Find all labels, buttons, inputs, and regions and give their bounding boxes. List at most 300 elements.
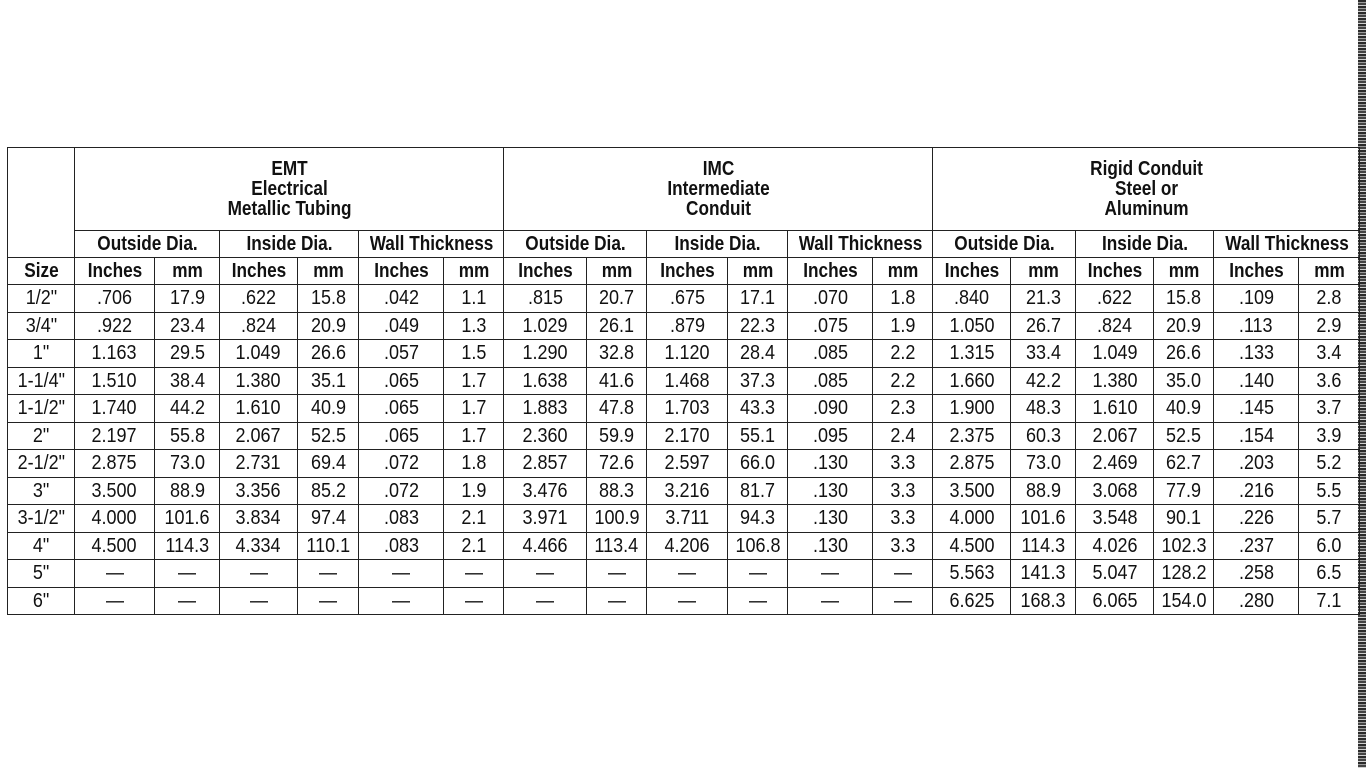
value-cell (1076, 532, 1154, 560)
cell-value: 29.5 (169, 342, 205, 365)
cell-value: 52.5 (310, 424, 346, 447)
cell-value: .065 (383, 369, 419, 392)
value-cell (647, 560, 728, 588)
value-cell (155, 422, 220, 450)
table-row (8, 532, 1360, 560)
cell-value: — (464, 562, 483, 585)
value-cell (504, 367, 587, 395)
unit-header-inches: Inches (509, 258, 580, 285)
value-cell (647, 532, 728, 560)
value-cell (1011, 367, 1076, 395)
cell-value: 2.469 (1092, 452, 1138, 475)
value-cell (587, 312, 647, 340)
cell-value: 5.563 (949, 562, 995, 585)
value-cell (444, 422, 504, 450)
value-cell (1299, 477, 1360, 505)
value-cell (933, 477, 1011, 505)
cell-value: .675 (669, 287, 705, 310)
cell-value: .113 (1239, 314, 1273, 337)
value-cell (1154, 367, 1214, 395)
value-cell (75, 505, 155, 533)
cell-value: 3.7 (1316, 397, 1342, 420)
value-cell (788, 340, 873, 368)
cell-value: .824 (1097, 314, 1133, 337)
group-header-emt (105, 148, 474, 231)
size-value: 2" (32, 424, 50, 447)
measure-header-outside-dia: Outside Dia. (514, 231, 637, 258)
value-cell (155, 450, 220, 478)
value-cell (1214, 450, 1299, 478)
value-cell (1076, 505, 1154, 533)
value-cell (155, 587, 220, 615)
value-cell (298, 285, 359, 313)
size-value: 3/4" (25, 314, 57, 337)
cell-value: 15.8 (310, 287, 346, 310)
value-cell (1299, 285, 1360, 313)
cell-value: 1.9 (461, 479, 487, 502)
cell-value: 5.047 (1092, 562, 1138, 585)
value-cell (1299, 340, 1360, 368)
cell-value: 20.9 (310, 314, 346, 337)
cell-value: 17.1 (740, 287, 776, 310)
cell-value: 1.9 (890, 314, 916, 337)
table-row (8, 367, 1360, 395)
size-cell (8, 505, 75, 533)
cell-value: 2.4 (890, 424, 916, 447)
cell-value: — (607, 589, 626, 612)
value-cell (647, 340, 728, 368)
measure-header-inside-dia: Inside Dia. (656, 231, 777, 258)
value-cell (75, 340, 155, 368)
cell-value: .840 (954, 287, 990, 310)
cell-value: .049 (383, 314, 419, 337)
value-cell (728, 560, 788, 588)
value-cell (1011, 505, 1076, 533)
cell-value: — (748, 562, 767, 585)
unit-header-inches: Inches (80, 258, 149, 285)
cell-value: 3.216 (664, 479, 710, 502)
cell-value: .203 (1238, 452, 1274, 475)
cell-value: — (748, 589, 767, 612)
cell-value: — (821, 562, 840, 585)
value-cell (873, 422, 933, 450)
cell-value: 1.3 (461, 314, 487, 337)
cell-value: .072 (383, 479, 419, 502)
value-cell (1214, 505, 1299, 533)
cell-value: .154 (1238, 424, 1274, 447)
cell-value: 141.3 (1020, 562, 1066, 585)
value-cell (1214, 367, 1299, 395)
value-cell (1214, 560, 1299, 588)
cell-value: 43.3 (740, 397, 776, 420)
value-cell (298, 367, 359, 395)
cell-value: .706 (96, 287, 133, 310)
value-cell (728, 505, 788, 533)
table-row (8, 587, 1360, 615)
value-cell (298, 422, 359, 450)
cell-value: 40.9 (1166, 397, 1202, 420)
value-cell (220, 395, 298, 423)
cell-value: .216 (1238, 479, 1274, 502)
value-cell (298, 587, 359, 615)
cell-value: 21.3 (1025, 287, 1061, 310)
value-cell (504, 312, 587, 340)
cell-value: 5.5 (1316, 479, 1342, 502)
value-cell (1011, 560, 1076, 588)
value-cell (1011, 587, 1076, 615)
cell-value: .145 (1238, 397, 1274, 420)
value-cell (1299, 587, 1360, 615)
size-value: 1-1/2" (17, 397, 65, 420)
cell-value: .057 (383, 342, 419, 365)
cell-value: 4.000 (949, 507, 995, 530)
unit-header-inches: Inches (652, 258, 722, 285)
value-cell (75, 285, 155, 313)
value-cell (933, 312, 1011, 340)
value-cell (220, 450, 298, 478)
cell-value: 100.9 (594, 507, 640, 530)
cell-value: 41.6 (599, 369, 635, 392)
cell-value: — (319, 589, 337, 612)
cell-value: 1.7 (461, 369, 487, 392)
cell-value: 1.380 (1092, 369, 1138, 392)
cell-value: .258 (1238, 562, 1274, 585)
cell-value: 59.9 (599, 424, 635, 447)
value-cell (1076, 395, 1154, 423)
cell-value: — (464, 589, 483, 612)
size-cell (8, 395, 75, 423)
cell-value: 26.1 (599, 314, 635, 337)
group-subtitle: Steel or (1114, 178, 1178, 200)
value-cell (1011, 532, 1076, 560)
cell-value: 4.466 (522, 534, 568, 557)
value-cell (1214, 395, 1299, 423)
value-cell (1076, 340, 1154, 368)
cell-value: .237 (1238, 534, 1274, 557)
value-cell (1299, 532, 1360, 560)
cell-value: 47.8 (599, 397, 635, 420)
value-cell (359, 560, 444, 588)
value-cell (933, 340, 1011, 368)
cell-value: 4.206 (664, 534, 710, 557)
cell-value: 88.3 (599, 479, 635, 502)
cell-value: 1.315 (949, 342, 995, 365)
blank-corner-cell (12, 148, 70, 258)
value-cell (504, 532, 587, 560)
cell-value: .075 (812, 314, 848, 337)
unit-header-inches: Inches (793, 258, 866, 285)
value-cell (873, 450, 933, 478)
value-cell (75, 367, 155, 395)
value-cell (1154, 285, 1214, 313)
cell-value: 102.3 (1161, 534, 1207, 557)
value-cell (1299, 505, 1360, 533)
conduit-dimensions-table (7, 147, 1360, 615)
value-cell (1214, 340, 1299, 368)
value-cell (504, 587, 587, 615)
cell-value: 1.638 (522, 369, 568, 392)
cell-value: 17.9 (169, 287, 205, 310)
value-cell (1214, 312, 1299, 340)
cell-value: 2.597 (664, 452, 710, 475)
cell-value: 114.3 (1021, 534, 1065, 557)
cell-value: .922 (96, 314, 133, 337)
value-cell (1154, 532, 1214, 560)
value-cell (444, 450, 504, 478)
value-cell (1299, 450, 1360, 478)
value-cell (728, 532, 788, 560)
value-cell (1154, 340, 1214, 368)
cell-value: .140 (1238, 369, 1274, 392)
cell-value: .824 (240, 314, 277, 337)
cell-value: 1.290 (522, 342, 568, 365)
table-row (8, 450, 1360, 478)
cell-value: 1.610 (1092, 397, 1138, 420)
value-cell (587, 450, 647, 478)
value-cell (728, 340, 788, 368)
cell-value: 3.356 (235, 479, 282, 502)
cell-value: 5.2 (1316, 452, 1342, 475)
value-cell (647, 505, 728, 533)
cell-value: 1.8 (890, 287, 916, 310)
cell-value: 90.1 (1166, 507, 1202, 530)
table-body (8, 285, 1360, 615)
value-cell (155, 477, 220, 505)
size-header: Size (12, 258, 70, 285)
size-value: 2-1/2" (17, 452, 65, 475)
unit-header-mm: mm (159, 258, 215, 285)
value-cell (587, 285, 647, 313)
value-cell (587, 395, 647, 423)
cell-value: 28.4 (740, 342, 776, 365)
cell-value: 4.026 (1092, 534, 1138, 557)
cell-value: 20.7 (599, 287, 635, 310)
cell-value: 66.0 (740, 452, 776, 475)
cell-value: 62.7 (1166, 452, 1202, 475)
size-cell (8, 422, 75, 450)
value-cell (155, 505, 220, 533)
value-cell (444, 477, 504, 505)
cell-value: — (249, 589, 268, 612)
cell-value: 48.3 (1025, 397, 1061, 420)
cell-value: 6.625 (949, 589, 995, 612)
value-cell (788, 587, 873, 615)
value-cell (647, 450, 728, 478)
value-cell (444, 587, 504, 615)
unit-header-mm: mm (877, 258, 929, 285)
cell-value: .085 (812, 342, 848, 365)
cell-value: 128.2 (1161, 562, 1207, 585)
value-cell (873, 560, 933, 588)
cell-value: 154.0 (1161, 589, 1207, 612)
measure-header-wall-thickness: Wall Thickness (369, 231, 494, 258)
cell-value: 6.065 (1092, 589, 1138, 612)
value-cell (75, 312, 155, 340)
value-cell (933, 532, 1011, 560)
cell-value: .815 (527, 287, 563, 310)
value-cell (504, 285, 587, 313)
cell-value: 3.3 (890, 534, 916, 557)
cell-value: 2.2 (890, 369, 916, 392)
unit-header-mm: mm (1158, 258, 1210, 285)
unit-header-inches: Inches (1220, 258, 1293, 285)
cell-value: 2.8 (1316, 287, 1342, 310)
value-cell (1214, 532, 1299, 560)
cell-value: 1.049 (235, 342, 282, 365)
unit-header-mm: mm (591, 258, 643, 285)
value-cell (1011, 422, 1076, 450)
value-cell (1214, 422, 1299, 450)
value-cell (1011, 477, 1076, 505)
cell-value: 1.380 (235, 369, 282, 392)
cell-value: — (678, 589, 697, 612)
cell-value: — (678, 562, 697, 585)
value-cell (444, 312, 504, 340)
cell-value: — (178, 562, 196, 585)
value-cell (1076, 312, 1154, 340)
value-cell (788, 477, 873, 505)
value-cell (1076, 477, 1154, 505)
value-cell (873, 532, 933, 560)
value-cell (220, 477, 298, 505)
cell-value: 35.1 (310, 369, 346, 392)
cell-value: .085 (812, 369, 848, 392)
cell-value: 26.6 (310, 342, 346, 365)
value-cell (1011, 285, 1076, 313)
cell-value: 1.510 (91, 369, 138, 392)
cell-value: .622 (240, 287, 277, 310)
group-subtitle: Electrical (250, 178, 328, 200)
value-cell (1154, 477, 1214, 505)
table-row (8, 340, 1360, 368)
value-cell (75, 422, 155, 450)
cell-value: .130 (812, 479, 848, 502)
group-title: EMT (270, 158, 308, 180)
cell-value: 3.3 (890, 479, 916, 502)
cell-value: 5.7 (1316, 507, 1342, 530)
value-cell (1011, 395, 1076, 423)
value-cell (788, 422, 873, 450)
value-cell (359, 477, 444, 505)
group-header-imc (534, 148, 903, 231)
measure-header-outside-dia: Outside Dia. (943, 231, 1066, 258)
value-cell (298, 505, 359, 533)
cell-value: .095 (812, 424, 848, 447)
value-cell (728, 422, 788, 450)
cell-value: 1.163 (91, 342, 138, 365)
cell-value: 1.1 (461, 287, 487, 310)
value-cell (298, 532, 359, 560)
value-cell (1154, 422, 1214, 450)
value-cell (933, 560, 1011, 588)
cell-value: .072 (383, 452, 419, 475)
cell-value: 20.9 (1166, 314, 1202, 337)
value-cell (75, 587, 155, 615)
cell-value: 85.2 (310, 479, 346, 502)
cell-value: 23.4 (169, 314, 205, 337)
cell-value: 1.660 (949, 369, 995, 392)
value-cell (155, 312, 220, 340)
cell-value: — (249, 562, 268, 585)
group-subtitle: Conduit (685, 198, 751, 220)
cell-value: 4.334 (235, 534, 282, 557)
cell-value: 4.000 (91, 507, 138, 530)
value-cell (933, 505, 1011, 533)
cell-value: .280 (1238, 589, 1274, 612)
measure-header-wall-thickness: Wall Thickness (1224, 231, 1350, 258)
value-cell (1011, 340, 1076, 368)
group-title: IMC (702, 158, 734, 180)
value-cell (444, 505, 504, 533)
value-cell (728, 477, 788, 505)
size-value: 1-1/4" (17, 369, 65, 392)
cell-value: 2.360 (522, 424, 568, 447)
cell-value: 2.067 (1092, 424, 1138, 447)
table-row (8, 312, 1360, 340)
cell-value: .065 (383, 424, 419, 447)
value-cell (504, 505, 587, 533)
cell-value: 1.049 (1092, 342, 1138, 365)
value-cell (1076, 285, 1154, 313)
cell-value: 3.548 (1092, 507, 1138, 530)
value-cell (728, 450, 788, 478)
value-cell (298, 340, 359, 368)
value-cell (220, 285, 298, 313)
value-cell (504, 477, 587, 505)
value-cell (1154, 505, 1214, 533)
measure-header-inside-dia: Inside Dia. (1085, 231, 1204, 258)
cell-value: 88.9 (169, 479, 205, 502)
value-cell (220, 340, 298, 368)
value-cell (75, 532, 155, 560)
value-cell (873, 505, 933, 533)
cell-value: 32.8 (599, 342, 635, 365)
value-cell (647, 477, 728, 505)
value-cell (587, 560, 647, 588)
group-subtitle: Intermediate (666, 178, 770, 200)
cell-value: 73.0 (1025, 452, 1061, 475)
cell-value: 1.050 (949, 314, 995, 337)
cell-value: 1.610 (235, 397, 282, 420)
cell-value: 52.5 (1166, 424, 1202, 447)
cell-value: 38.4 (169, 369, 205, 392)
value-cell (359, 312, 444, 340)
value-cell (444, 285, 504, 313)
cell-value: 1.900 (949, 397, 995, 420)
value-cell (155, 340, 220, 368)
size-value: 3-1/2" (17, 507, 65, 530)
value-cell (933, 285, 1011, 313)
unit-header-inches: Inches (364, 258, 437, 285)
cell-value: .879 (669, 314, 705, 337)
value-cell (728, 367, 788, 395)
cell-value: .130 (812, 534, 848, 557)
value-cell (873, 285, 933, 313)
cell-value: 1.5 (461, 342, 487, 365)
cell-value: 3.6 (1316, 369, 1342, 392)
cell-value: 44.2 (169, 397, 205, 420)
cell-value: 97.4 (310, 507, 346, 530)
cell-value: 1.029 (522, 314, 568, 337)
value-cell (504, 450, 587, 478)
value-cell (444, 532, 504, 560)
group-subtitle: Metallic Tubing (227, 198, 351, 220)
value-cell (1154, 395, 1214, 423)
cell-value: — (178, 589, 196, 612)
cell-value: 4.500 (91, 534, 138, 557)
value-cell (1299, 312, 1360, 340)
cell-value: .083 (383, 507, 419, 530)
